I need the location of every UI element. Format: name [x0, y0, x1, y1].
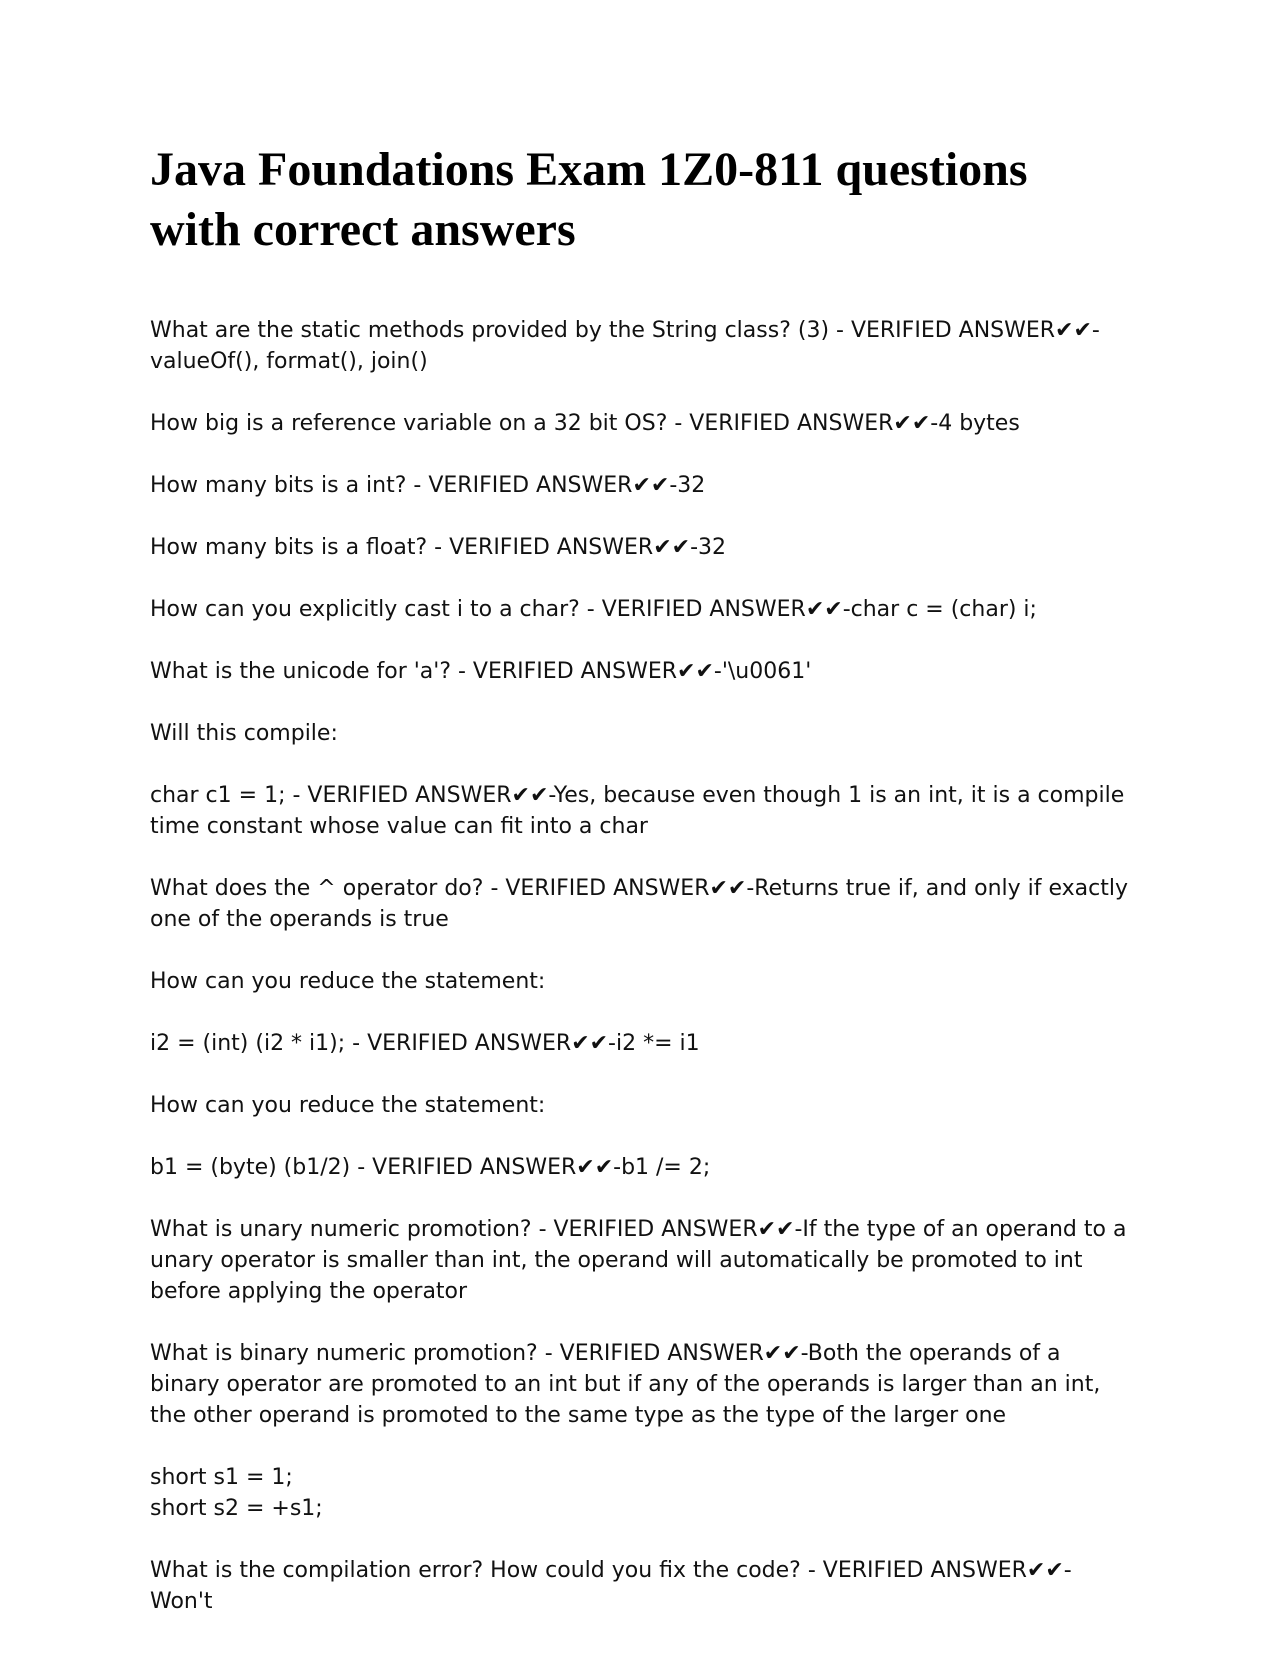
qa-paragraph: What is unary numeric promotion? - VERIFIED ANSWER✔✔-If the type of an operand to a unary operator is smaller than int, the operand will automatically be promoted to int before applying the operator: [150, 1217, 1134, 1304]
qa-paragraph: How many bits is a float? - VERIFIED ANSWER✔✔-32: [150, 535, 726, 560]
qa-paragraph: What does the ^ operator do? - VERIFIED ANSWER✔✔-Returns true if, and only if exactly one of the operands is true: [150, 876, 1136, 932]
qa-paragraph: b1 = (byte) (b1/2) - VERIFIED ANSWER✔✔-b1 /= 2;: [150, 1155, 711, 1180]
qa-paragraph: How can you explicitly cast i to a char? - VERIFIED ANSWER✔✔-char c = (char) i;: [150, 597, 1037, 622]
qa-paragraph: Will this compile:: [150, 721, 338, 746]
qa-paragraph: How can you reduce the statement:: [150, 1093, 546, 1118]
qa-paragraph: What is binary numeric promotion? - VERIFIED ANSWER✔✔-Both the operands of a binary operator are promoted to an int but if any of the operands is larger than an int, the other operand is promoted to the same type as the type of the larger one: [150, 1341, 1108, 1428]
qa-paragraph: How big is a reference variable on a 32 bit OS? - VERIFIED ANSWER✔✔-4 bytes: [150, 411, 1020, 436]
document-title: Java Foundations Exam 1Z0-811 questions with correct answers: [150, 143, 1028, 256]
code-snippet: short s1 = 1; short s2 = +s1;: [150, 1465, 323, 1521]
qa-paragraph: How can you reduce the statement:: [150, 969, 546, 994]
qa-paragraph: char c1 = 1; - VERIFIED ANSWER✔✔-Yes, because even though 1 is an int, it is a compile time constant whose value can fit into a char: [150, 783, 1132, 839]
qa-paragraph: What is the unicode for 'a'? - VERIFIED ANSWER✔✔-'\u0061': [150, 659, 812, 684]
qa-paragraph: i2 = (int) (i2 * i1); - VERIFIED ANSWER✔✔-i2 *= i1: [150, 1031, 700, 1056]
document-body: [150, 315, 1136, 1648]
qa-paragraph: What are the static methods provided by the String class? (3) - VERIFIED ANSWER✔✔-valueOf(), format(), join(): [150, 318, 1100, 374]
qa-paragraph: What is the compilation error? How could you fix the code? - VERIFIED ANSWER✔✔-Won't: [150, 1558, 1072, 1614]
qa-paragraph: How many bits is a int? - VERIFIED ANSWER✔✔-32: [150, 473, 706, 498]
